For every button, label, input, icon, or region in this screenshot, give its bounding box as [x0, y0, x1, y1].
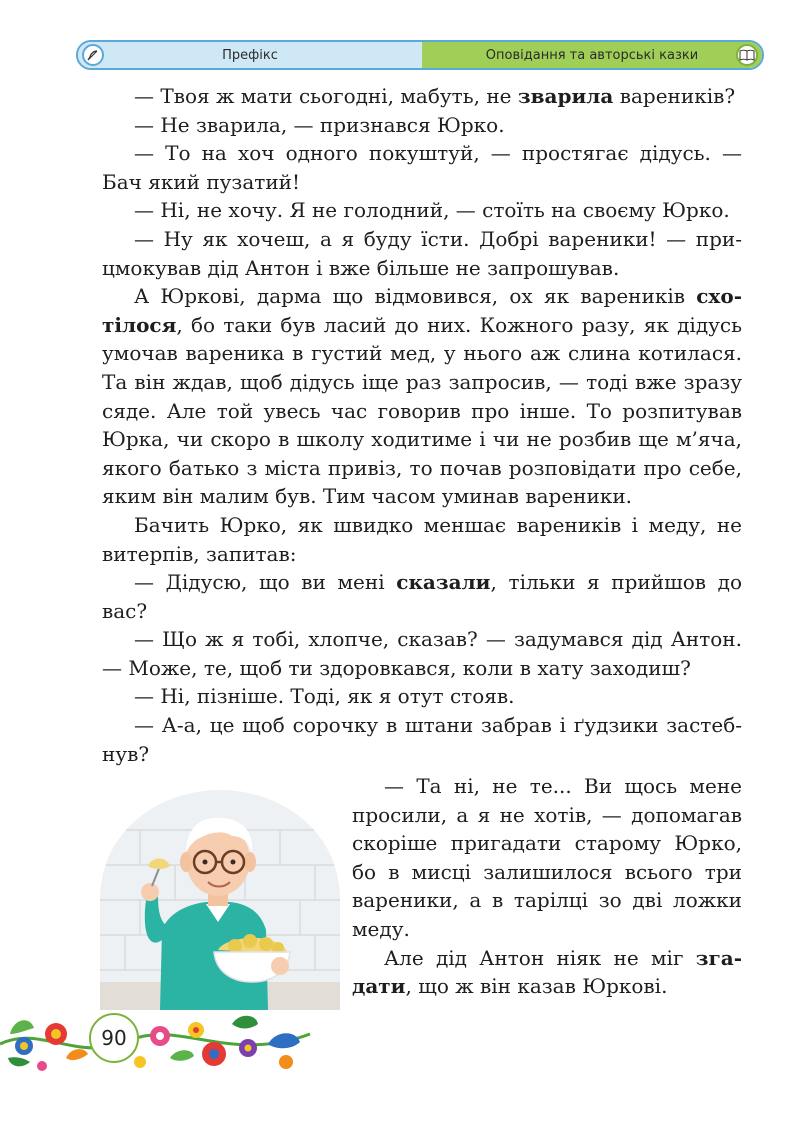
text-run: Бачить Юрко, як швидко меншає вареників і меду, не витерпів, запитав: [102, 512, 742, 566]
text-run: — Ні, не хочу. Я не голодний, — стоїть на своєму Юрко. [134, 198, 730, 223]
paragraph [102, 511, 742, 568]
page-header [76, 40, 764, 70]
page-number: 90 [89, 1013, 139, 1063]
text-run: — Що ж я тобі, хлопче, сказав? — задумався дід Антон. — Може, те, щоб ти здоровкався, коли в хату заходиш? [102, 627, 742, 680]
paragraph [102, 282, 742, 511]
paragraph [102, 196, 742, 225]
text-run: — Ну як хочеш, а я буду їсти. Добрі вареники! — прицмокував дід Антон і вже більше не запрошував. [102, 226, 742, 280]
paragraph [102, 225, 742, 282]
bold-word: зварила [517, 84, 614, 108]
text-run: , що ж він казав Юркові. [405, 974, 668, 999]
story-text [102, 82, 742, 768]
paragraph [352, 772, 742, 944]
text-run: — А-а, це щоб сорочку в штани забрав і ґудзики застебнув? [102, 713, 742, 766]
story-text-wrapped [352, 772, 742, 1001]
header-right-title: Оповідання та авторські казки [485, 47, 699, 63]
paragraph [102, 711, 742, 768]
open-book-icon [736, 44, 758, 66]
text-run: А Юркові, дарма що відмовився, ох як вареників [134, 284, 697, 309]
text-run: — Ні, пізніше. Тоді, як я отут стояв. [134, 684, 515, 709]
paragraph [102, 111, 742, 140]
paragraph [102, 682, 742, 711]
text-run: , бо таки був ласий до них. Кожного разу, як дідусь умочав вареника в густий мед, у нього аж слина котилася. Та він ждав, щоб дідусь іще раз запросив, — тоді вже зразу сяде. Але той увесь час говорив про інше. То розпитував Юрка, чи скоро в школу ходитиме і чи не розбив ще м’яча, якого батько з міста привіз, то почав розповідати про себе, яким він малим був. Тим часом уминав вареники. [102, 312, 742, 509]
text-run: вареників? [613, 84, 736, 108]
paragraph [102, 139, 742, 196]
paragraph [102, 568, 742, 625]
quill-icon [82, 44, 104, 66]
text-run: — Дідусю, що ви мені [134, 570, 397, 595]
text-run: — Не зварила, — признався Юрко. [134, 112, 505, 137]
bold-word: сказали [396, 570, 491, 595]
floral-ornament [0, 1004, 320, 1084]
paragraph [102, 82, 742, 111]
bold-word: згадати [352, 945, 742, 999]
paragraph [352, 944, 742, 1001]
text-run: — То на хоч одного покуштуй, — простягає дідусь. — Бач який пузатий! [102, 141, 742, 194]
paragraph [102, 625, 742, 682]
text-run: , тільки я прийшов до вас? [102, 570, 742, 623]
text-run: — Та ні, не те... Ви щось мене просили, а я не хотів, — допомагав скоріше пригадати старому Юрко, бо в мисці залишилося всього три вареники, а в тарілці зо дві ложки меду. [352, 774, 742, 941]
grandfather-eating-illustration [100, 790, 340, 1010]
bold-word: схотілося [102, 284, 742, 337]
text-run: Але дід Антон ніяк не міг [384, 945, 696, 970]
header-left-title: Префікс [222, 47, 278, 63]
text-run: — Твоя ж мати сьогодні, мабуть, не [134, 84, 518, 108]
